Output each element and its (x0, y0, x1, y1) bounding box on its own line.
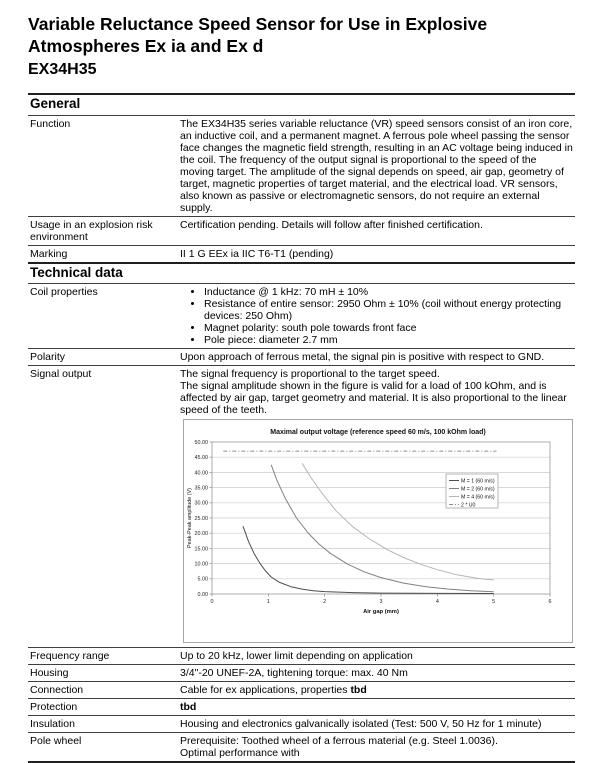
svg-text:15.00: 15.00 (194, 546, 208, 553)
svg-text:M = 1 (60 m/s): M = 1 (60 m/s) (461, 478, 495, 485)
svg-text:45.00: 45.00 (194, 455, 208, 462)
svg-text:2 * U0: 2 * U0 (461, 502, 476, 509)
row-protection-label: Protection (30, 701, 78, 714)
svg-text:35.00: 35.00 (194, 485, 208, 492)
row-housing (28, 665, 575, 682)
model-number: EX34H35 (28, 61, 97, 79)
row-housing-label: Housing (30, 667, 69, 680)
row-function-label: Function (30, 117, 71, 130)
row-polarity-value: Upon approach of ferrous metal, the signal pin is positive with respect to GND. (180, 351, 545, 364)
row-insulation-label: Insulation (30, 718, 75, 731)
svg-text:3: 3 (379, 599, 383, 606)
svg-text:25.00: 25.00 (194, 516, 208, 523)
svg-text:10.00: 10.00 (194, 561, 208, 568)
svg-text:2: 2 (323, 599, 327, 606)
row-connection (28, 682, 575, 699)
chart-title: Maximal output voltage (reference speed 60 m/s, 100 kOhm load) (270, 429, 486, 437)
row-signal-output-label: Signal output (30, 368, 92, 381)
row-frequency-range (28, 648, 575, 665)
row-insulation (28, 716, 575, 733)
svg-text:5: 5 (492, 599, 496, 606)
connection-text: Cable for ex applications, properties (180, 684, 351, 697)
connection-tbd: tbd (350, 684, 367, 697)
svg-text:4: 4 (435, 599, 439, 606)
pole-wheel-text-2: Optimal performance with (180, 747, 300, 760)
row-frequency-range-value: Up to 20 kHz, lower limit depending on application (180, 650, 413, 663)
doc-title-line1: Variable Reluctance Speed Sensor for Use in Explosive (28, 14, 488, 34)
row-coil-properties-value (180, 286, 575, 346)
row-marking (28, 246, 575, 262)
row-function (28, 116, 575, 217)
svg-text:0.00: 0.00 (197, 592, 208, 599)
row-coil-properties (28, 284, 575, 349)
signal-output-text-2: The signal amplitude shown in the figure is valid for a load of 100 kOhm, and is affected by air gap, target geometry and material. It is also proportional to the linear speed of the teeth. (180, 380, 567, 417)
row-signal-output (28, 366, 575, 648)
row-protection (28, 699, 575, 716)
svg-text:M = 2 (60 m/s): M = 2 (60 m/s) (461, 486, 495, 493)
svg-text:6: 6 (548, 599, 552, 606)
svg-text:20.00: 20.00 (194, 531, 208, 538)
row-pole-wheel-label: Pole wheel (30, 735, 82, 748)
signal-output-plot (184, 440, 572, 642)
coil-properties-list (180, 286, 573, 346)
row-polarity (28, 349, 575, 366)
svg-text:0: 0 (210, 599, 214, 606)
row-pole-wheel-value (180, 735, 575, 759)
row-usage-label: Usage in an explosion risk environment (30, 218, 153, 243)
row-protection-value (180, 701, 575, 713)
svg-text:50.00: 50.00 (194, 440, 208, 447)
svg-text:5.00: 5.00 (197, 577, 208, 584)
row-connection-value (180, 684, 575, 696)
list-item: • Magnet polarity: south pole towards front face (204, 322, 573, 334)
row-frequency-range-label: Frequency range (30, 650, 110, 663)
row-insulation-value: Housing and electronics galvanically isolated (Test: 500 V, 50 Hz for 1 minute) (180, 718, 542, 731)
row-marking-label: Marking (30, 247, 68, 260)
pole-wheel-text-1: Prerequisite: Toothed wheel of a ferrous material (e.g. Steel 1.0036). (180, 735, 498, 748)
row-function-value: The EX34H35 series variable reluctance (VR) speed sensors consist of an iron core, an inductive coil, and a permanent magnet. A ferrous pole wheel passing the sensor face changes the magnetic field strength, resulting in an AC voltage being induced in the coil. The frequency of the output signal is proportional to the speed of the moving target. The amplitude of the signal depends on speed, air gap, geometry of target, magnetic properties of target material, and the electrical load. VR sensors, also known as passive or electromagnetic sensors, do not require an external supply. (180, 117, 573, 214)
row-usage (28, 217, 575, 246)
svg-text:M = 4 (60 m/s): M = 4 (60 m/s) (461, 494, 495, 501)
list-item: • Resistance of entire sensor: 2950 Ohm ± 10% (coil without energy protecting devices: 250 Ohm) (204, 298, 573, 322)
list-item: • Pole piece: diameter 2.7 mm (204, 334, 573, 346)
row-connection-label: Connection (30, 684, 84, 697)
row-pole-wheel (28, 733, 575, 763)
svg-text:Peak-Peak amplitude (V): Peak-Peak amplitude (V) (187, 488, 193, 549)
signal-output-text-1: The signal frequency is proportional to the target speed. (180, 368, 440, 381)
list-item: • Inductance @ 1 kHz: 70 mH ± 10% (204, 286, 573, 298)
row-coil-properties-label: Coil properties (30, 286, 98, 299)
section-heading-technical-data: Technical data (28, 262, 575, 285)
svg-text:Air gap (mm): Air gap (mm) (363, 609, 399, 616)
row-usage-value: Certification pending. Details will follow after finished certification. (180, 218, 483, 231)
row-polarity-label: Polarity (30, 351, 66, 364)
section-heading-general: General (28, 93, 575, 116)
doc-title (28, 14, 575, 57)
row-signal-output-value (180, 368, 575, 645)
row-marking-value: II 1 G EEx ia IIC T6-T1 (pending) (180, 247, 334, 260)
row-housing-value: 3/4"-20 UNEF-2A, tightening torque: max. 40 Nm (180, 667, 408, 680)
signal-output-chart (183, 419, 573, 643)
svg-text:30.00: 30.00 (194, 501, 208, 508)
protection-tbd: tbd (180, 701, 197, 714)
doc-title-line2: Atmospheres Ex ia and Ex d (28, 35, 264, 56)
svg-text:40.00: 40.00 (194, 470, 208, 477)
svg-text:1: 1 (266, 599, 270, 606)
